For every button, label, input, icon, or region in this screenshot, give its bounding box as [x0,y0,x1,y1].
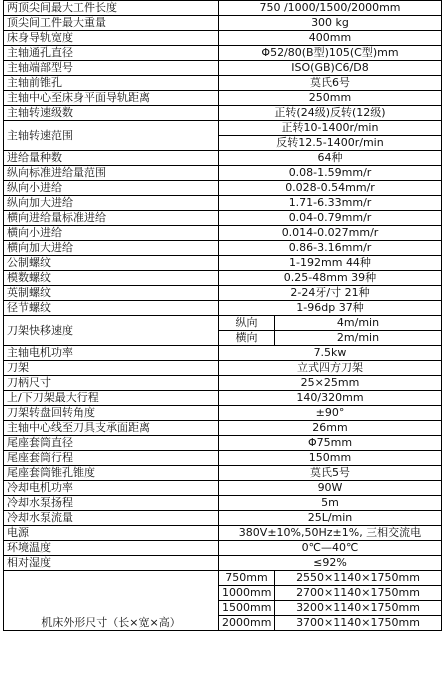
spec-value: 400mm [219,31,442,46]
spec-value: 4m/min [275,316,442,331]
spec-label: 刀柄尺寸 [4,376,219,391]
spec-value: 7.5kw [219,346,442,361]
spec-label: 纵向小进给 [4,181,219,196]
spec-label: 主轴转速范围 [4,121,219,151]
spec-value: 25L/min [219,511,442,526]
table-row [4,451,442,466]
spec-label: 冷却电机功率 [4,481,219,496]
table-row [4,496,442,511]
spec-label: 冷却水泵扬程 [4,496,219,511]
spec-value: 立式四方刀架 [219,361,442,376]
spec-value: ±90° [219,406,442,421]
spec-label: 尾座套筒锥孔锥度 [4,466,219,481]
spec-value: 5m [219,496,442,511]
spec-label: 模数螺纹 [4,271,219,286]
table-row [4,181,442,196]
table-row [4,211,442,226]
spec-value: 3200×1140×1750mm [275,601,442,616]
spec-subkey: 横向 [219,331,275,346]
table-row [4,391,442,406]
spec-value: 正转10-1400r/min [219,121,442,136]
spec-label: 顶尖间工件最大重量 [4,16,219,31]
table-row [4,466,442,481]
table-row [4,46,442,61]
spec-value: 0.08-1.59mm/r [219,166,442,181]
spec-label: 主轴通孔直径 [4,46,219,61]
spec-label: 床身导轨宽度 [4,31,219,46]
table-row [4,166,442,181]
table-row [4,271,442,286]
table-row [4,316,442,331]
spec-label: 主轴端部型号 [4,61,219,76]
spec-value: 64种 [219,151,442,166]
table-row [4,556,442,571]
spec-label: 电源 [4,526,219,541]
spec-value: 2550×1140×1750mm [275,571,442,586]
spec-value: 0℃—40℃ [219,541,442,556]
spec-label: 径节螺纹 [4,301,219,316]
spec-value: 90W [219,481,442,496]
spec-value: Φ75mm [219,436,442,451]
table-row [4,151,442,166]
spec-table [3,0,442,631]
table-row [4,106,442,121]
table-row [4,286,442,301]
spec-label: 纵向标准进给量范围 [4,166,219,181]
spec-label: 主轴电机功率 [4,346,219,361]
spec-subkey: 750mm [219,571,275,586]
spec-label: 刀架 [4,361,219,376]
spec-label: 环境温度 [4,541,219,556]
spec-value: 2m/min [275,331,442,346]
spec-value: 3700×1140×1750mm [275,616,442,631]
spec-label: 冷却水泵流量 [4,511,219,526]
spec-subkey: 1000mm [219,586,275,601]
table-row [4,376,442,391]
spec-value: 0.014-0.027mm/r [219,226,442,241]
table-row [4,16,442,31]
table-row [4,511,442,526]
spec-label: 英制螺纹 [4,286,219,301]
table-row [4,226,442,241]
spec-value: 380V±10%,50Hz±1%, 三相交流电 [219,526,442,541]
spec-table-body [4,1,442,631]
spec-label: 主轴前锥孔 [4,76,219,91]
spec-label: 相对湿度 [4,556,219,571]
spec-value: ≤92% [219,556,442,571]
spec-label: 主轴转速级数 [4,106,219,121]
spec-label: 刀架快移速度 [4,316,219,346]
table-row [4,76,442,91]
spec-value: Φ52/80(B型)105(C型)mm [219,46,442,61]
spec-label: 横向小进给 [4,226,219,241]
spec-label: 进给量种数 [4,151,219,166]
table-row [4,481,442,496]
table-row [4,541,442,556]
spec-label: 尾座套筒直径 [4,436,219,451]
spec-value: 0.25-48mm 39种 [219,271,442,286]
spec-value: 2700×1140×1750mm [275,586,442,601]
table-row [4,256,442,271]
spec-value: 莫氏6号 [219,76,442,91]
spec-value: ISO(GB)C6/D8 [219,61,442,76]
table-row [4,301,442,316]
table-row [4,91,442,106]
spec-value: 莫氏5号 [219,466,442,481]
spec-label: 主轴中心线至刀具支承面距离 [4,421,219,436]
table-row [4,196,442,211]
spec-value: 0.028-0.54mm/r [219,181,442,196]
table-row [4,121,442,136]
table-row [4,421,442,436]
table-row [4,571,442,586]
spec-value: 0.04-0.79mm/r [219,211,442,226]
spec-value: 25×25mm [219,376,442,391]
spec-subkey: 纵向 [219,316,275,331]
spec-value: 26mm [219,421,442,436]
spec-label: 公制螺纹 [4,256,219,271]
table-row [4,361,442,376]
spec-value: 1.71-6.33mm/r [219,196,442,211]
spec-value: 1-96dp 37种 [219,301,442,316]
spec-value: 140/320mm [219,391,442,406]
spec-label: 横向进给量标准进给 [4,211,219,226]
spec-label: 尾座套筒行程 [4,451,219,466]
table-row [4,241,442,256]
spec-label: 刀架转盘回转角度 [4,406,219,421]
spec-label: 机床外形尺寸（长×宽×高） [4,571,219,631]
table-row [4,31,442,46]
table-row [4,61,442,76]
spec-label: 横向加大进给 [4,241,219,256]
table-row [4,406,442,421]
table-row [4,1,442,16]
spec-value: 300 kg [219,16,442,31]
table-row [4,436,442,451]
spec-label: 主轴中心至床身平面导轨距离 [4,91,219,106]
spec-value: 0.86-3.16mm/r [219,241,442,256]
spec-label: 上/下刀架最大行程 [4,391,219,406]
spec-value: 250mm [219,91,442,106]
spec-value: 反转12.5-1400r/min [219,136,442,151]
table-row [4,526,442,541]
spec-value: 150mm [219,451,442,466]
spec-value: 750 /1000/1500/2000mm [219,1,442,16]
spec-subkey: 1500mm [219,601,275,616]
spec-subkey: 2000mm [219,616,275,631]
spec-value: 1-192mm 44种 [219,256,442,271]
spec-value: 正转(24级)反转(12级) [219,106,442,121]
spec-label: 两顶尖间最大工件长度 [4,1,219,16]
spec-label: 纵向加大进给 [4,196,219,211]
table-row [4,346,442,361]
spec-value: 2-24牙/寸 21种 [219,286,442,301]
